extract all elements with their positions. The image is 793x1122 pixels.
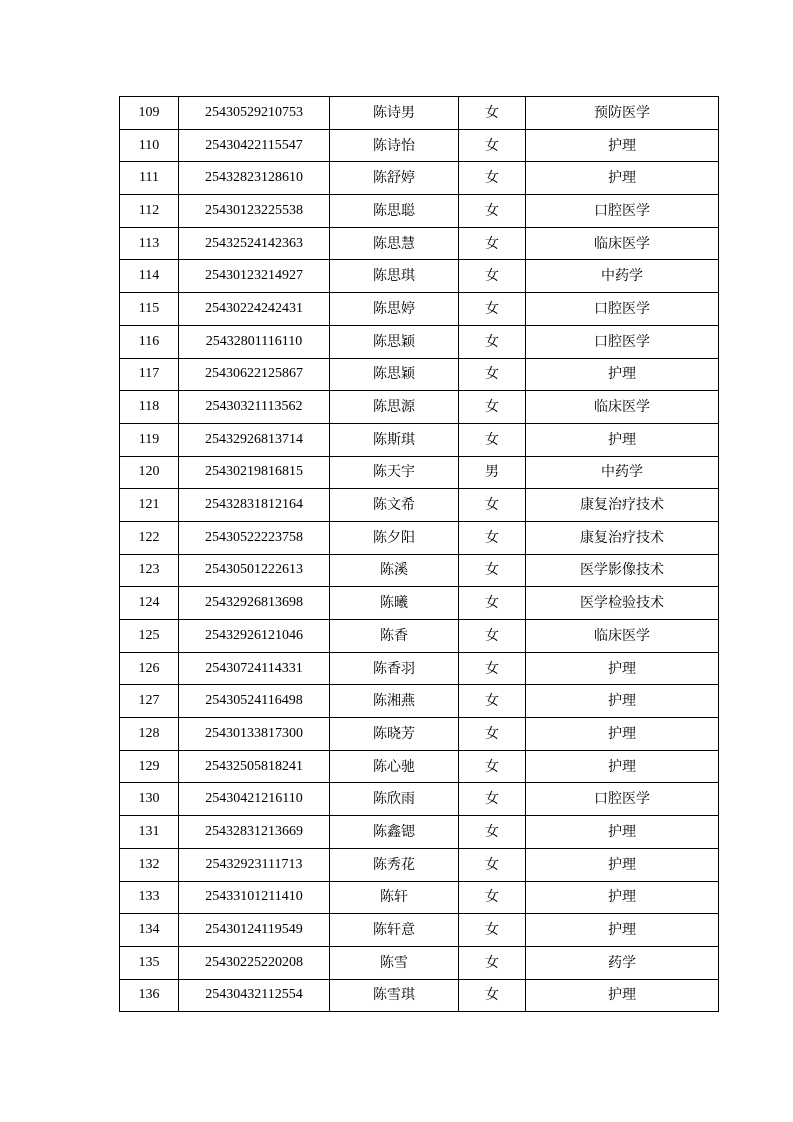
row-number-cell: 128	[120, 718, 179, 751]
row-number-cell: 113	[120, 227, 179, 260]
table-row	[120, 750, 719, 783]
major-cell: 中药学	[526, 260, 719, 293]
major-cell: 预防医学	[526, 97, 719, 130]
student-name-cell: 陈欣雨	[330, 783, 459, 816]
major-cell: 口腔医学	[526, 195, 719, 228]
exam-id-cell: 25430133817300	[179, 718, 330, 751]
row-number-cell: 115	[120, 293, 179, 326]
exam-id-cell: 25430501222613	[179, 554, 330, 587]
row-number-cell: 130	[120, 783, 179, 816]
major-cell: 口腔医学	[526, 783, 719, 816]
gender-cell: 女	[459, 129, 526, 162]
student-name-cell: 陈诗男	[330, 97, 459, 130]
student-name-cell: 陈思颖	[330, 358, 459, 391]
major-cell: 口腔医学	[526, 325, 719, 358]
exam-id-cell: 25432823128610	[179, 162, 330, 195]
major-cell: 护理	[526, 718, 719, 751]
major-cell: 口腔医学	[526, 293, 719, 326]
table-row	[120, 979, 719, 1012]
exam-id-cell: 25430421216110	[179, 783, 330, 816]
table-row	[120, 260, 719, 293]
table-row	[120, 227, 719, 260]
row-number-cell: 134	[120, 914, 179, 947]
exam-id-cell: 25430522223758	[179, 521, 330, 554]
gender-cell: 女	[459, 358, 526, 391]
exam-id-cell: 25430724114331	[179, 652, 330, 685]
student-name-cell: 陈天宇	[330, 456, 459, 489]
exam-id-cell: 25432926813698	[179, 587, 330, 620]
student-name-cell: 陈舒婷	[330, 162, 459, 195]
gender-cell: 女	[459, 195, 526, 228]
row-number-cell: 109	[120, 97, 179, 130]
exam-id-cell: 25430123214927	[179, 260, 330, 293]
roster-table-body	[120, 97, 719, 1012]
student-name-cell: 陈晓芳	[330, 718, 459, 751]
major-cell: 临床医学	[526, 620, 719, 653]
table-row	[120, 489, 719, 522]
gender-cell: 男	[459, 456, 526, 489]
major-cell: 临床医学	[526, 391, 719, 424]
row-number-cell: 120	[120, 456, 179, 489]
student-name-cell: 陈诗怡	[330, 129, 459, 162]
table-row	[120, 685, 719, 718]
gender-cell: 女	[459, 587, 526, 620]
major-cell: 护理	[526, 816, 719, 849]
row-number-cell: 127	[120, 685, 179, 718]
major-cell: 医学影像技术	[526, 554, 719, 587]
student-name-cell: 陈溪	[330, 554, 459, 587]
gender-cell: 女	[459, 554, 526, 587]
major-cell: 护理	[526, 129, 719, 162]
gender-cell: 女	[459, 881, 526, 914]
table-row	[120, 587, 719, 620]
table-row	[120, 554, 719, 587]
row-number-cell: 121	[120, 489, 179, 522]
gender-cell: 女	[459, 489, 526, 522]
table-row	[120, 97, 719, 130]
gender-cell: 女	[459, 227, 526, 260]
major-cell: 药学	[526, 946, 719, 979]
row-number-cell: 110	[120, 129, 179, 162]
major-cell: 护理	[526, 881, 719, 914]
student-name-cell: 陈思婷	[330, 293, 459, 326]
row-number-cell: 124	[120, 587, 179, 620]
exam-id-cell: 25430432112554	[179, 979, 330, 1012]
row-number-cell: 126	[120, 652, 179, 685]
row-number-cell: 119	[120, 423, 179, 456]
major-cell: 中药学	[526, 456, 719, 489]
gender-cell: 女	[459, 97, 526, 130]
major-cell: 护理	[526, 979, 719, 1012]
major-cell: 护理	[526, 358, 719, 391]
exam-id-cell: 25430124119549	[179, 914, 330, 947]
exam-id-cell: 25430524116498	[179, 685, 330, 718]
exam-id-cell: 25432831812164	[179, 489, 330, 522]
exam-id-cell: 25430529210753	[179, 97, 330, 130]
exam-id-cell: 25432831213669	[179, 816, 330, 849]
gender-cell: 女	[459, 162, 526, 195]
student-name-cell: 陈思聪	[330, 195, 459, 228]
exam-id-cell: 25432524142363	[179, 227, 330, 260]
major-cell: 康复治疗技术	[526, 521, 719, 554]
major-cell: 康复治疗技术	[526, 489, 719, 522]
table-row	[120, 718, 719, 751]
student-name-cell: 陈曦	[330, 587, 459, 620]
exam-id-cell: 25430224242431	[179, 293, 330, 326]
gender-cell: 女	[459, 325, 526, 358]
table-row	[120, 521, 719, 554]
student-name-cell: 陈夕阳	[330, 521, 459, 554]
student-name-cell: 陈香	[330, 620, 459, 653]
major-cell: 护理	[526, 914, 719, 947]
student-name-cell: 陈香羽	[330, 652, 459, 685]
table-row	[120, 456, 719, 489]
table-row	[120, 129, 719, 162]
row-number-cell: 129	[120, 750, 179, 783]
table-row	[120, 391, 719, 424]
table-row	[120, 293, 719, 326]
student-name-cell: 陈湘燕	[330, 685, 459, 718]
gender-cell: 女	[459, 979, 526, 1012]
exam-id-cell: 25432923111713	[179, 848, 330, 881]
table-row	[120, 358, 719, 391]
row-number-cell: 133	[120, 881, 179, 914]
student-name-cell: 陈轩	[330, 881, 459, 914]
table-row	[120, 162, 719, 195]
student-name-cell: 陈鑫锶	[330, 816, 459, 849]
student-name-cell: 陈轩意	[330, 914, 459, 947]
gender-cell: 女	[459, 652, 526, 685]
gender-cell: 女	[459, 750, 526, 783]
table-row	[120, 783, 719, 816]
table-row	[120, 816, 719, 849]
table-row	[120, 946, 719, 979]
student-name-cell: 陈思源	[330, 391, 459, 424]
table-row	[120, 652, 719, 685]
gender-cell: 女	[459, 521, 526, 554]
gender-cell: 女	[459, 260, 526, 293]
row-number-cell: 118	[120, 391, 179, 424]
table-row	[120, 848, 719, 881]
exam-id-cell: 25432801116110	[179, 325, 330, 358]
major-cell: 临床医学	[526, 227, 719, 260]
gender-cell: 女	[459, 293, 526, 326]
gender-cell: 女	[459, 391, 526, 424]
major-cell: 医学检验技术	[526, 587, 719, 620]
student-name-cell: 陈秀花	[330, 848, 459, 881]
exam-id-cell: 25430225220208	[179, 946, 330, 979]
major-cell: 护理	[526, 848, 719, 881]
student-name-cell: 陈斯琪	[330, 423, 459, 456]
gender-cell: 女	[459, 914, 526, 947]
row-number-cell: 116	[120, 325, 179, 358]
row-number-cell: 112	[120, 195, 179, 228]
student-name-cell: 陈思慧	[330, 227, 459, 260]
major-cell: 护理	[526, 685, 719, 718]
gender-cell: 女	[459, 946, 526, 979]
exam-id-cell: 25430321113562	[179, 391, 330, 424]
row-number-cell: 132	[120, 848, 179, 881]
student-roster-table	[119, 96, 719, 1012]
row-number-cell: 123	[120, 554, 179, 587]
gender-cell: 女	[459, 816, 526, 849]
gender-cell: 女	[459, 848, 526, 881]
row-number-cell: 136	[120, 979, 179, 1012]
major-cell: 护理	[526, 750, 719, 783]
row-number-cell: 131	[120, 816, 179, 849]
row-number-cell: 117	[120, 358, 179, 391]
major-cell: 护理	[526, 423, 719, 456]
table-row	[120, 914, 719, 947]
student-name-cell: 陈雪	[330, 946, 459, 979]
table-row	[120, 881, 719, 914]
exam-id-cell: 25430123225538	[179, 195, 330, 228]
exam-id-cell: 25430219816815	[179, 456, 330, 489]
row-number-cell: 125	[120, 620, 179, 653]
exam-id-cell: 25433101211410	[179, 881, 330, 914]
row-number-cell: 114	[120, 260, 179, 293]
student-name-cell: 陈文希	[330, 489, 459, 522]
student-name-cell: 陈雪琪	[330, 979, 459, 1012]
gender-cell: 女	[459, 783, 526, 816]
row-number-cell: 135	[120, 946, 179, 979]
exam-id-cell: 25432505818241	[179, 750, 330, 783]
table-row	[120, 620, 719, 653]
table-row	[120, 325, 719, 358]
gender-cell: 女	[459, 718, 526, 751]
row-number-cell: 122	[120, 521, 179, 554]
student-name-cell: 陈思琪	[330, 260, 459, 293]
major-cell: 护理	[526, 652, 719, 685]
exam-id-cell: 25430422115547	[179, 129, 330, 162]
table-row	[120, 423, 719, 456]
gender-cell: 女	[459, 620, 526, 653]
row-number-cell: 111	[120, 162, 179, 195]
gender-cell: 女	[459, 423, 526, 456]
major-cell: 护理	[526, 162, 719, 195]
exam-id-cell: 25432926121046	[179, 620, 330, 653]
student-name-cell: 陈思颖	[330, 325, 459, 358]
student-name-cell: 陈心驰	[330, 750, 459, 783]
exam-id-cell: 25432926813714	[179, 423, 330, 456]
gender-cell: 女	[459, 685, 526, 718]
exam-id-cell: 25430622125867	[179, 358, 330, 391]
table-row	[120, 195, 719, 228]
